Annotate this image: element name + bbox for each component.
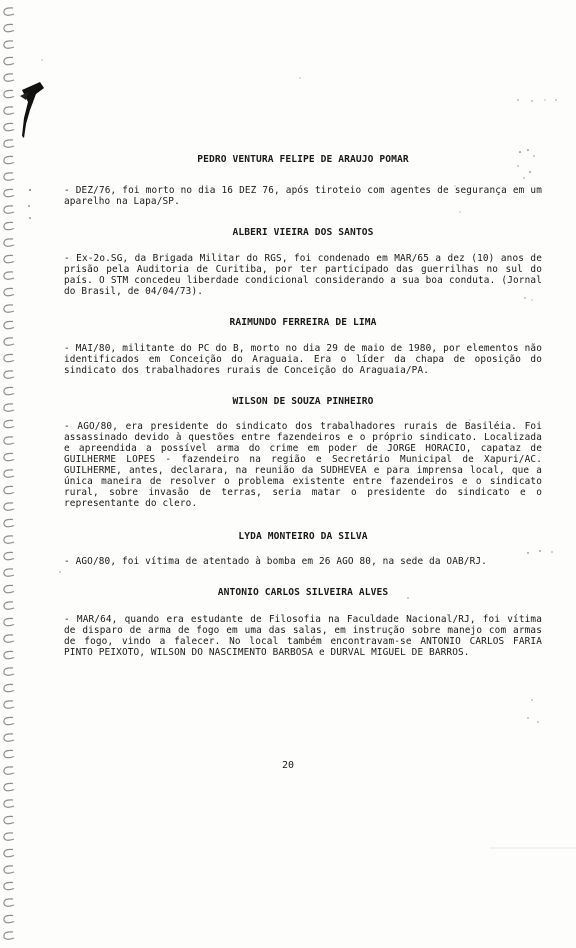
entry-name: WILSON DE SOUZA PINHEIRO [232,396,374,407]
entry [64,154,542,207]
page-number: 20 [281,760,295,771]
entry-text: - MAR/64, quando era estudante de Filosofia na Faculdade Nacional/RJ, foi vítima de disparo de arma de fogo em uma das salas, em instrução sobre manejo com armas de fogo, vindo a falecer. No local também encontravam-se ANTONIO CARLOS FARIA PINTO PEIXOTO, WILSON DO NASCIMENTO BARBOSA e DURVAL MIGUEL DE BARROS. [64,614,542,658]
entry [64,396,542,509]
entries-list [64,154,542,658]
entry [64,587,542,658]
entry-name: LYDA MONTEIRO DA SILVA [238,531,368,542]
entry-text: - Ex-2o.SG, da Brigada Militar do RGS, foi condenado em MAR/65 a dez (10) anos de prisão pela Auditoria de Curitiba, por ter participado das guerrilhas no sul do país. O STM concedeu liberdade condicional considerando a sua boa conduta. (Jornal do Brasil, de 04/04/73). [64,253,542,297]
entry-name: PEDRO VENTURA FELIPE DE ARAUJO POMAR [197,154,409,165]
entry [64,531,542,567]
entry [64,227,542,297]
entry-name: RAIMUNDO FERREIRA DE LIMA [229,317,377,328]
entry [64,317,542,376]
entry-text: - AGO/80, era presidente do sindicato dos trabalhadores rurais de Basiléia. Foi assassinado devido à questões entre fazendeiros e o próprio sindicato. Localizada e apreendida a possível arma do crime em poder de JORGE HORACIO, capataz de GUILHERME LOPES - fazendeiro na região e Secretário Municipal de Xapuri/AC. GUILHERME, antes, declarara, na reunião da SUDHEVEA e para imprensa local, que a única maneira de resolver o problema existente entre fazendeiros e o sindicato rural, sobre invasão de terras, seria matar o presidente do sindicato e o representante do clero. [64,421,542,509]
entry-name: ALBERI VIEIRA DOS SANTOS [232,227,374,238]
entry-text: - AGO/80, foi vítima de atentado à bomba em 26 AGO 80, na sede da OAB/RJ. [64,556,487,567]
entry-text: - DEZ/76, foi morto no dia 16 DEZ 76, após tiroteio com agentes de segurança em um aparelho na Lapa/SP. [64,185,542,207]
entry-text: - MAI/80, militante do PC do B, morto no dia 29 de maio de 1980, por elementos não identificados em Conceição do Araguaia. Era o líder da chapa de oposição do sindicato dos trabalhadores rurais de Conceição do Araguaia/PA. [64,343,542,376]
entry-name: ANTONIO CARLOS SILVEIRA ALVES [217,587,389,598]
